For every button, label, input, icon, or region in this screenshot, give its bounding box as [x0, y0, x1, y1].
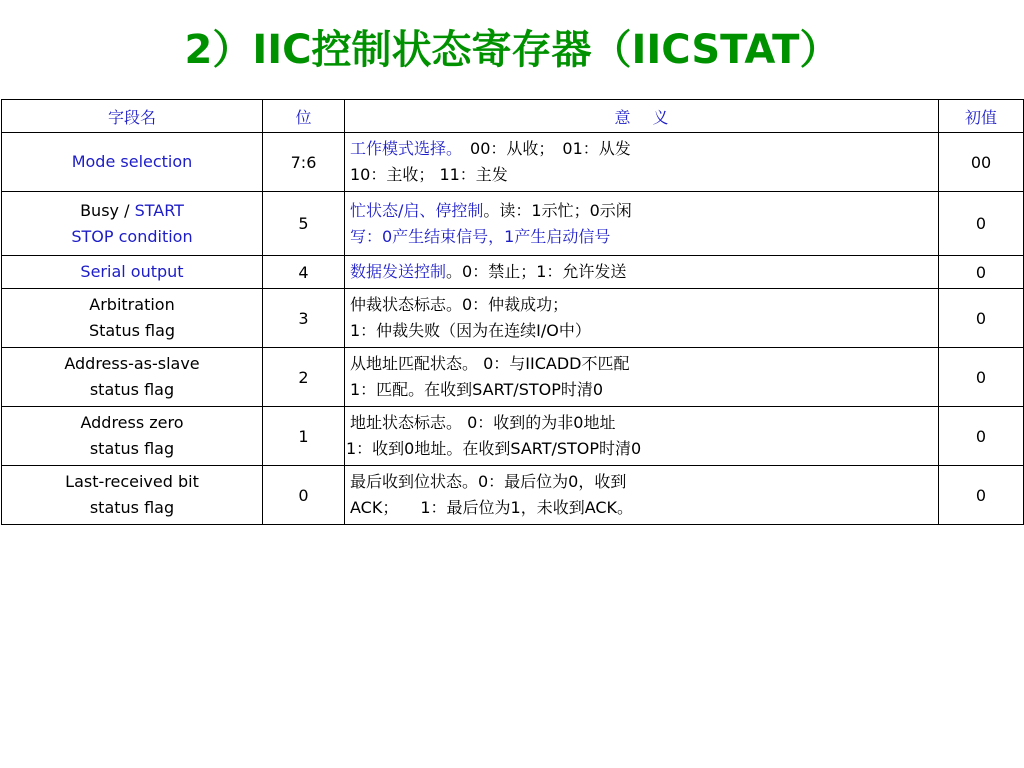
field-name-text: Address zero: [80, 413, 184, 432]
desc-text: 。0：禁止；1：允许发送: [446, 262, 627, 281]
table-row: [2, 192, 1024, 256]
bit-value: 4: [263, 256, 345, 289]
table-header-row: [2, 100, 1024, 133]
field-description: [345, 289, 939, 348]
initial-value: 0: [939, 256, 1024, 289]
desc-text: 。读：1示忙；0示闲: [483, 200, 632, 220]
initial-value: 0: [939, 289, 1024, 348]
desc-text: 地址状态标志。 0：收到的为非0地址: [350, 413, 616, 432]
desc-text: 10：主收； 11：主发: [350, 165, 508, 184]
field-description: [345, 348, 939, 407]
bit-value: 5: [263, 192, 345, 256]
field-name-text: Busy /: [80, 200, 135, 220]
field-name-text: Status flag: [88, 321, 176, 340]
bit-value: 3: [263, 289, 345, 348]
header-meaning-a: 意: [614, 107, 631, 127]
field-description: [345, 133, 939, 192]
register-table: [1, 99, 1024, 525]
desc-text: 00：从收；: [470, 139, 555, 158]
desc-text: 1：仲裁失败（因为在连续I/O中）: [350, 321, 591, 340]
desc-text: 1：匹配。在收到SART/STOP时清0: [350, 380, 604, 399]
initial-value: 0: [939, 407, 1024, 466]
field-name: [2, 407, 263, 466]
field-description: [345, 466, 939, 525]
field-name-text: Last-received bit: [65, 472, 199, 491]
table-row: [2, 348, 1024, 407]
initial-value: 0: [939, 466, 1024, 525]
field-name: Serial output: [2, 256, 263, 289]
desc-text: 数据发送控制: [350, 262, 447, 281]
header-bit: 位: [263, 100, 345, 133]
desc-text: 1：最后位为1，未收到ACK。: [420, 498, 634, 517]
field-description: [345, 192, 939, 256]
field-description: [345, 256, 939, 289]
desc-text: 写：0产生结束信号，1产生启动信号: [350, 226, 611, 246]
field-name: [2, 289, 263, 348]
field-name-text: STOP condition: [71, 226, 193, 246]
field-name: [2, 466, 263, 525]
desc-text: 仲裁状态标志。0：仲裁成功；: [350, 295, 569, 314]
desc-text: 01：从发: [562, 139, 631, 158]
table-row: [2, 289, 1024, 348]
desc-text: 最后收到位状态。0：最后位为0，收到: [350, 472, 627, 491]
field-description: [345, 407, 939, 466]
page-title: 2）IIC控制状态寄存器（IICSTAT）: [184, 27, 840, 73]
table-row: [2, 133, 1024, 192]
field-name-text: status flag: [89, 439, 175, 458]
header-initial-value: 初值: [939, 100, 1024, 133]
table-row: [2, 256, 1024, 289]
desc-text: 1：收到0地址。在收到SART/STOP时清0: [346, 439, 642, 458]
field-name-text: status flag: [89, 498, 175, 517]
table-row: [2, 466, 1024, 525]
bit-value: 0: [263, 466, 345, 525]
initial-value: 00: [939, 133, 1024, 192]
bit-value: 7:6: [263, 133, 345, 192]
initial-value: 0: [939, 348, 1024, 407]
field-name-text: START: [134, 200, 184, 220]
desc-text: 从地址匹配状态。 0：与IICADD不匹配: [350, 354, 630, 373]
field-name: [2, 348, 263, 407]
desc-text: ACK；: [350, 498, 399, 517]
header-meaning-b: 义: [652, 107, 669, 127]
bit-value: 1: [263, 407, 345, 466]
field-name-text: Address-as-slave: [64, 354, 200, 373]
field-name: [2, 192, 263, 256]
table-row: [2, 407, 1024, 466]
desc-text: 工作模式选择。: [350, 139, 463, 158]
header-meaning: [345, 100, 939, 133]
desc-text: 忙状态/启、停控制: [350, 200, 484, 220]
field-name-text: Arbitration: [89, 295, 175, 314]
header-field-name: 字段名: [2, 100, 263, 133]
field-name-text: status flag: [89, 380, 175, 399]
bit-value: 2: [263, 348, 345, 407]
initial-value: 0: [939, 192, 1024, 256]
field-name: Mode selection: [2, 133, 263, 192]
